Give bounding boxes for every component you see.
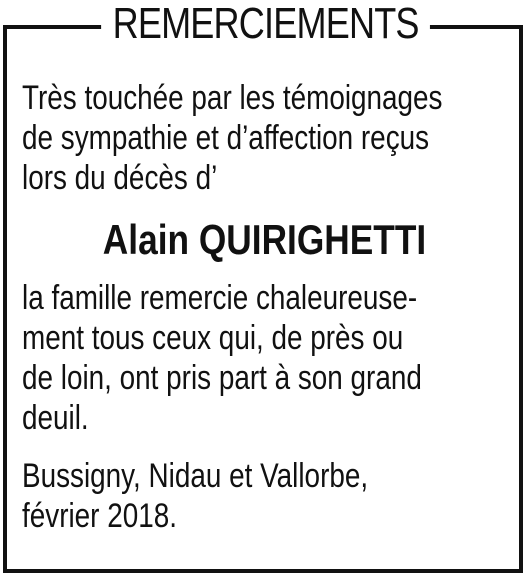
body-line: ment tous ceux qui, de près ou [22, 319, 404, 357]
notice-title: REMERCIEMENTS [101, 0, 430, 48]
body-paragraph [22, 278, 508, 438]
body-line: la famille remercie chaleureuse- [22, 279, 418, 317]
notice-content [22, 78, 508, 536]
body-line: de loin, ont pris part à son grand [22, 359, 422, 397]
deceased-name: Alain QUIRIGHETTI [103, 216, 427, 263]
intro-line: lors du décès d’ [22, 159, 218, 197]
closing-paragraph [22, 456, 508, 536]
intro-line: Très touchée par les témoignages [22, 79, 443, 117]
deceased-name-block [22, 216, 508, 264]
intro-line: de sympathie et d’affection reçus [22, 119, 430, 157]
closing-line: février 2018. [22, 497, 177, 535]
body-line: deuil. [22, 399, 89, 437]
intro-paragraph [22, 78, 531, 198]
closing-line: Bussigny, Nidau et Vallorbe, [22, 457, 369, 495]
